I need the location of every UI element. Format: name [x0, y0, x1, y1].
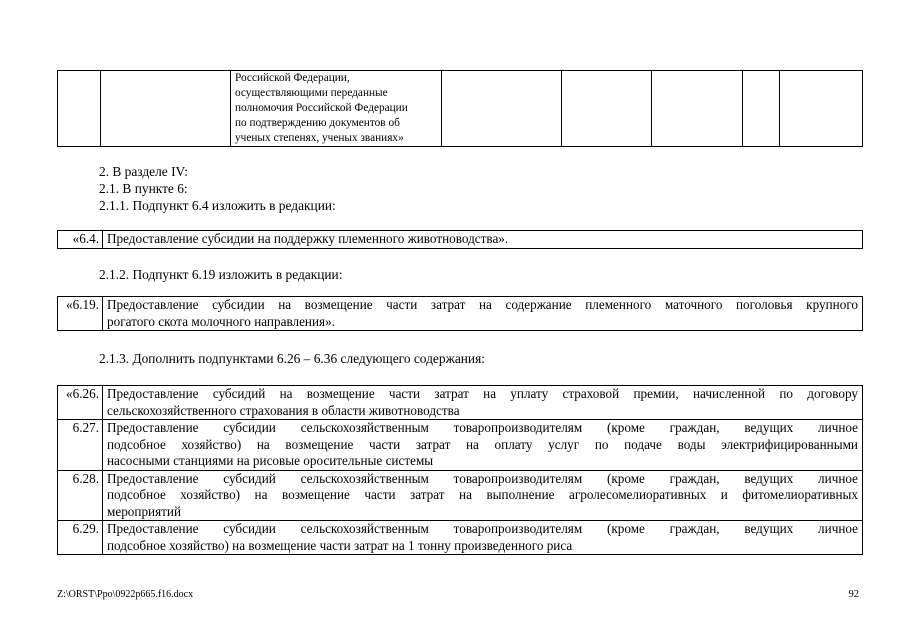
- item-line: Предоставление субсидий на возмещение части затрат на уплату страховой премии, начисленной по договору: [107, 386, 858, 401]
- item-text: [103, 297, 863, 331]
- table-cell-empty: [652, 71, 743, 147]
- item-text: [103, 420, 863, 471]
- item-number: «6.4.: [58, 231, 103, 249]
- table-cell-empty: [101, 71, 231, 147]
- item-6-4-table: [57, 230, 863, 249]
- table-line: ученых степенях, ученых званиях»: [235, 132, 404, 144]
- item-number: 6.27.: [58, 420, 103, 471]
- item-line: Предоставление субсидии сельскохозяйственным товаропроизводителям (кроме граждан, ведущих личное: [107, 521, 858, 536]
- item-line: подсобное хозяйство) на возмещение части затрат на оплату услуг по подаче воды электрифицированными: [107, 436, 858, 452]
- paragraph-subpoint-6-19: 2.1.2. Подпункт 6.19 изложить в редакции:: [99, 267, 343, 282]
- item-number: 6.28.: [58, 470, 103, 521]
- item-line: насосными станциями на рисовые оросительные системы: [107, 453, 434, 468]
- item-text: [103, 231, 863, 249]
- footer-file-path: Z:\ORST\Ppo\0922p665.f16.docx: [57, 589, 194, 600]
- item-line: рогатого скота молочного направления».: [107, 313, 335, 329]
- continuation-table: [57, 70, 863, 147]
- item-number: 6.29.: [58, 521, 103, 555]
- table-cell-empty: [780, 71, 863, 147]
- table-line: осуществляющими переданные: [235, 87, 388, 99]
- paragraph-section-iv: 2. В разделе IV:: [99, 164, 188, 179]
- paragraph-subpoints-6-26: 2.1.3. Дополнить подпунктами 6.26 – 6.36 следующего содержания:: [99, 351, 485, 366]
- item-line: подсобное хозяйство) на возмещение части затрат на выполнение агролесомелиоративных и фитомелиоративных: [107, 487, 858, 502]
- item-text: [103, 386, 863, 420]
- item-line: Предоставление субсидии на возмещение части затрат на содержание племенного маточного поголовья крупного: [107, 297, 858, 312]
- item-line: Предоставление субсидии на поддержку племенного животноводства».: [107, 231, 509, 246]
- item-line: мероприятий: [107, 503, 182, 519]
- table-cell-empty: [562, 71, 652, 147]
- table-cell-empty: [58, 71, 101, 147]
- item-line: Предоставление субсидий сельскохозяйственным товаропроизводителям (кроме граждан, ведущих личное: [107, 470, 858, 486]
- item-6-19-table: [57, 296, 863, 331]
- table-row: [58, 420, 863, 471]
- item-line: сельскохозяйственного страхования в области животноводства: [107, 402, 460, 418]
- table-row: [58, 470, 863, 521]
- item-line: Предоставление субсидии сельскохозяйственным товаропроизводителям (кроме граждан, ведущих личное: [107, 420, 858, 435]
- table-cell-text: [231, 71, 442, 147]
- paragraph-point-6: 2.1. В пункте 6:: [99, 181, 188, 196]
- item-number: «6.26.: [58, 386, 103, 420]
- table-line: по подтверждению документов об: [235, 117, 400, 129]
- item-line: подсобное хозяйство) на возмещение части затрат на 1 тонну произведенного риса: [107, 537, 573, 553]
- table-line: Российской Федерации,: [235, 72, 350, 84]
- item-number: «6.19.: [58, 297, 103, 331]
- table-row: [58, 521, 863, 555]
- items-6-26-table: [57, 385, 863, 555]
- page-number: 92: [848, 589, 859, 600]
- table-row: [58, 386, 863, 420]
- item-text: [103, 521, 863, 555]
- paragraph-subpoint-6-4: 2.1.1. Подпункт 6.4 изложить в редакции:: [99, 198, 336, 213]
- table-cell-empty: [743, 71, 780, 147]
- table-cell-empty: [442, 71, 562, 147]
- table-line: полномочия Российской Федерации: [235, 102, 408, 114]
- item-text: [103, 470, 863, 521]
